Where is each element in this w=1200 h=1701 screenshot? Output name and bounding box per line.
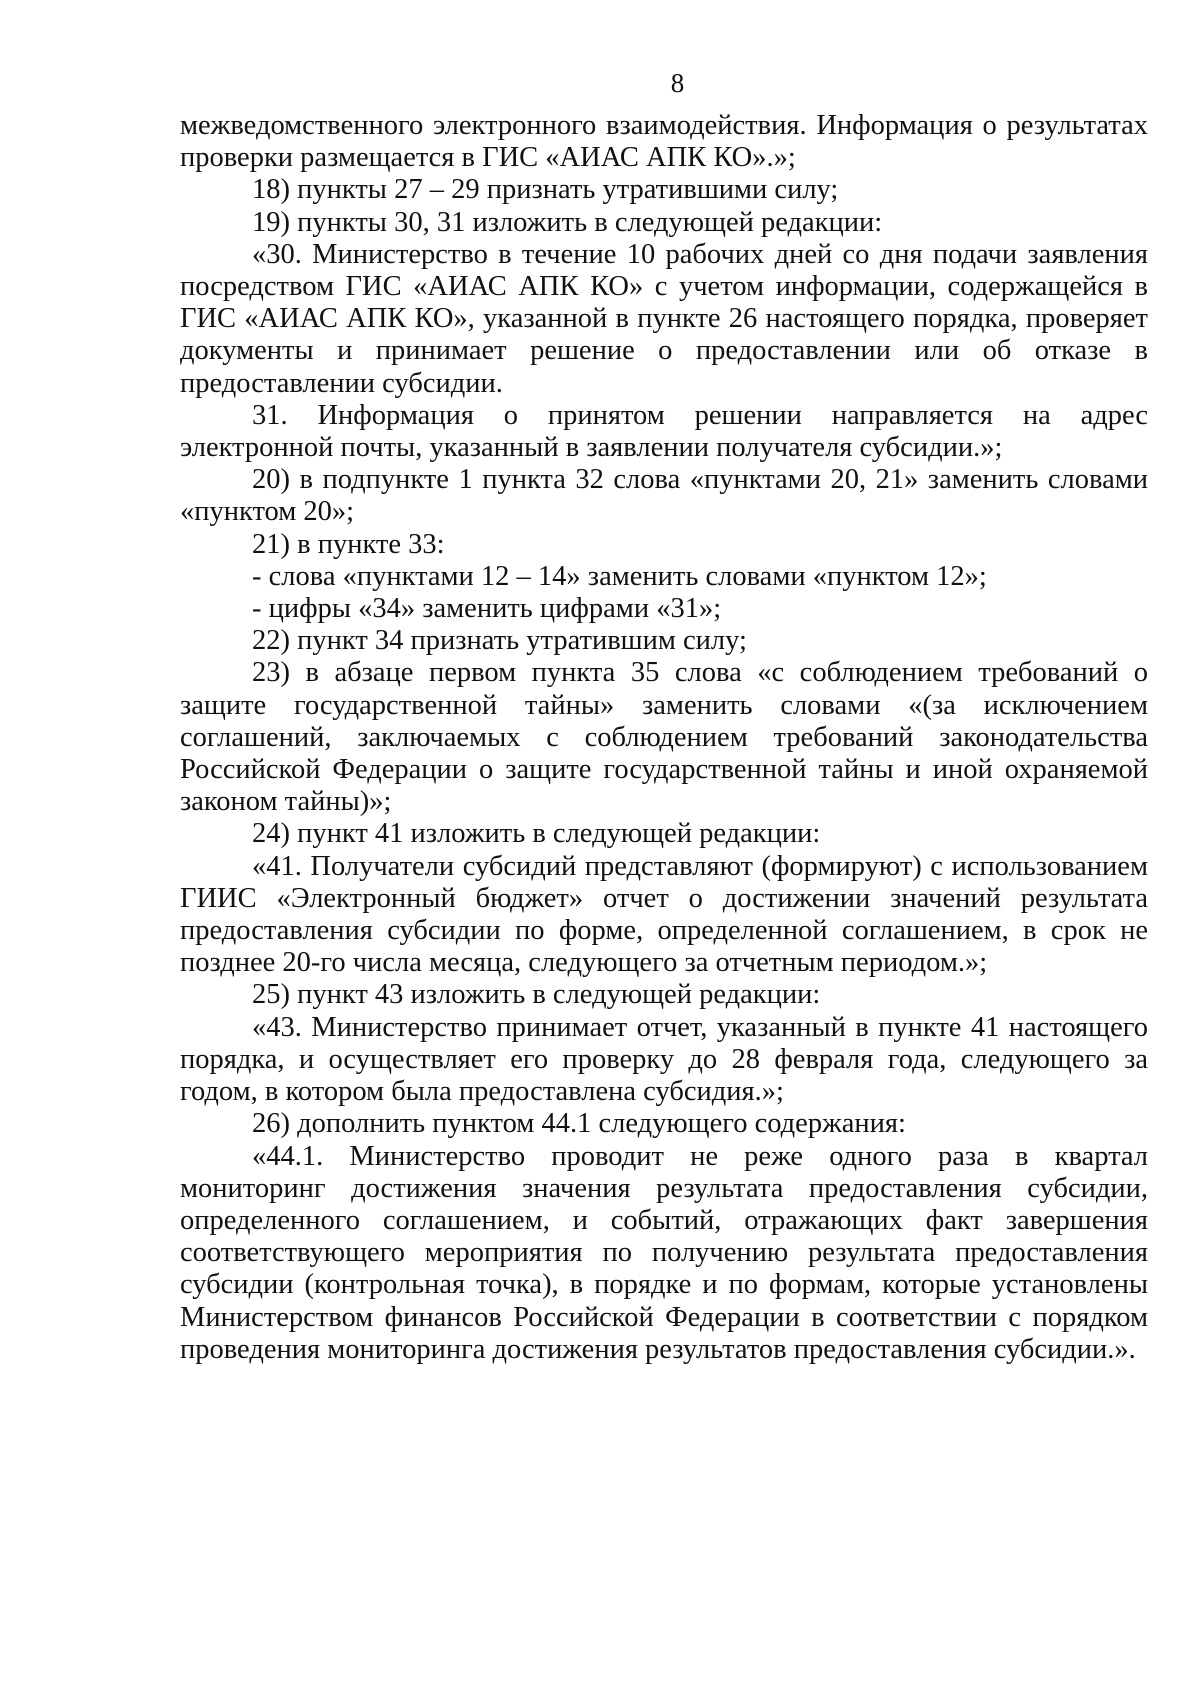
paragraph-clause-30: «30. Министерство в течение 10 рабочих дней со дня подачи заявления посредством ГИС «АИАС АПК КО» с учетом информации, содержащейся в ГИС «АИАС АПК КО», указанной в пункте 26 настоящего порядка, проверяет документы и принимает решение о предоставлении или об отказе в предоставлении субсидии. bbox=[180, 238, 1148, 399]
paragraph-item-25: 25) пункт 43 изложить в следующей редакции: bbox=[252, 979, 821, 1011]
paragraph-item-26: 26) дополнить пунктом 44.1 следующего содержания: bbox=[252, 1108, 906, 1140]
paragraph-clause-41: «41. Получатели субсидий представляют (формируют) с использованием ГИИС «Электронный бюджет» отчет о достижении значений результата предоставления субсидии по форме, определенной соглашением, в срок не позднее 20-го числа месяца, следующего за отчетным периодом.»; bbox=[180, 850, 1148, 979]
page-number: 8 bbox=[670, 68, 685, 98]
paragraph-item-21-dash-2: - цифры «34» заменить цифрами «31»; bbox=[252, 593, 722, 625]
paragraph-item-21: 21) в пункте 33: bbox=[252, 528, 445, 560]
paragraph-item-21-dash-1: - слова «пунктами 12 – 14» заменить словами «пунктом 12»; bbox=[252, 560, 987, 592]
paragraph-item-24: 24) пункт 41 изложить в следующей редакции: bbox=[252, 818, 821, 850]
paragraph-clause-31: 31. Информация о принятом решении направляется на адрес электронной почты, указанный в заявлении получателя субсидии.»; bbox=[180, 399, 1148, 464]
paragraph-clause-43: «43. Министерство принимает отчет, указанный в пункте 41 настоящего порядка, и осуществляет его проверку до 28 февраля года, следующего за годом, в котором была предоставлена субсидия.»; bbox=[180, 1011, 1148, 1108]
document-body bbox=[180, 110, 1148, 1366]
paragraph-item-23: 23) в абзаце первом пункта 35 слова «с соблюдением требований о защите государственной тайны» заменить словами «(за исключением соглашений, заключаемых с соблюдением требований законодательства Российской Федерации о защите государственной тайны и иной охраняемой законом тайны)»; bbox=[180, 657, 1148, 818]
paragraph-item-19: 19) пункты 30, 31 изложить в следующей редакции: bbox=[252, 206, 883, 238]
paragraph-item-22: 22) пункт 34 признать утратившим силу; bbox=[252, 625, 747, 657]
paragraph-item-18: 18) пункты 27 – 29 признать утратившими силу; bbox=[252, 174, 839, 206]
paragraph-item-20: 20) в подпункте 1 пункта 32 слова «пунктами 20, 21» заменить словами «пунктом 20»; bbox=[180, 464, 1148, 528]
paragraph-clause-44-1: «44.1. Министерство проводит не реже одного раза в квартал мониторинг достижения значения результата предоставления субсидии, определенного соглашением, и событий, отражающих факт завершения соответствующего мероприятия по получению результата предоставления субсидии (контрольная точка), в порядке и по формам, которые установлены Министерством финансов Российской Федерации в соответствии с порядком проведения мониторинга достижения результатов предоставления субсидии.». bbox=[180, 1140, 1148, 1365]
paragraph-continuation: межведомственного электронного взаимодействия. Информация о результатах проверки размещается в ГИС «АИАС АПК КО».»; bbox=[180, 110, 1148, 174]
